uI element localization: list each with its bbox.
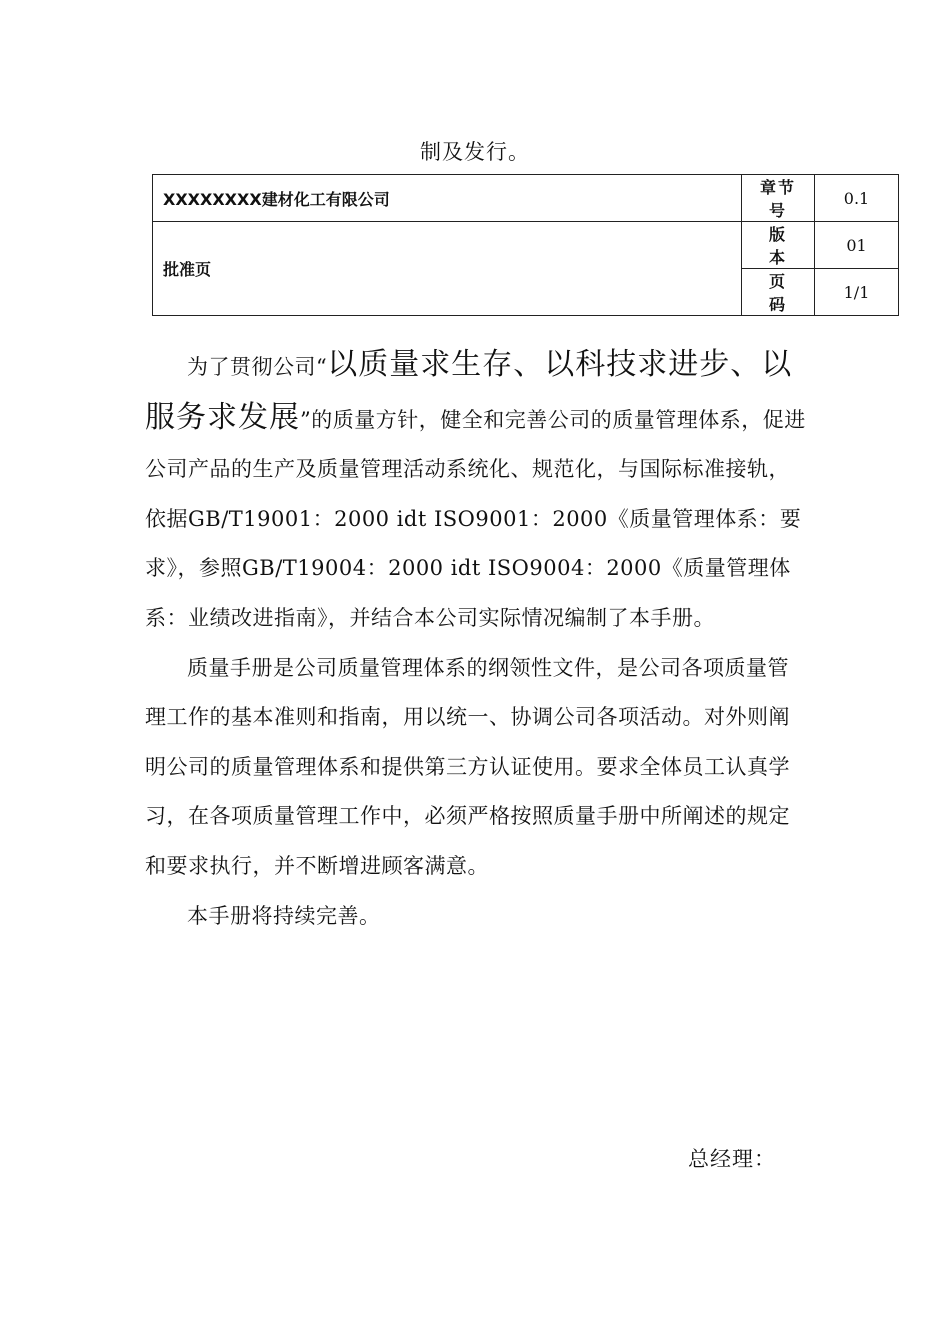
continuation-text: 制及发行。: [420, 140, 530, 164]
close-quote: ”: [300, 407, 312, 432]
version-label: 版 本: [742, 222, 815, 269]
document-header-table: [152, 174, 899, 316]
paragraph-quality-policy: [145, 340, 810, 644]
paragraph-continuous-improvement: 本手册将持续完善。: [187, 903, 381, 928]
version-value: 01: [815, 222, 899, 269]
page-number-label: 页 码: [742, 269, 815, 316]
company-name: XXXXXXXX建材化工有限公司: [153, 175, 742, 222]
policy-rest: 的质量方针，健全和完善公司的质量管理体系，促进公司产品的生产及质量管理活动系统化、规范化，与国际标准接轨，依据GB/T19001：2000 idt ISO9001：2000《质量管理体系：要求》，参照GB/T19004：2000 idt ISO9004：2000《质量管理体系：业绩改进指南》，并结合本公司实际情况编制了本手册。: [145, 407, 806, 630]
policy-intro: 为了贯彻公司: [187, 355, 316, 379]
general-manager-signature: 总经理：: [688, 1147, 776, 1171]
chapter-value: 0.1: [815, 175, 899, 222]
page-number-value: 1/1: [815, 269, 899, 316]
open-quote: “: [316, 355, 328, 379]
chapter-label: 章节号: [742, 175, 815, 222]
page-title: 批准页: [153, 222, 742, 316]
body-text: [145, 340, 810, 941]
paragraph-manual-purpose: 质量手册是公司质量管理体系的纲领性文件，是公司各项质量管理工作的基本准则和指南，用以统一、协调公司各项活动。对外则阐明公司的质量管理体系和提供第三方认证使用。要求全体员工认真学习，在各项质量管理工作中，必须严格按照质量手册中所阐述的规定和要求执行，并不断增进顾客满意。: [145, 655, 790, 878]
quality-slogan: 以质量求生存、以科技求进步、以服务求发展: [145, 347, 793, 435]
